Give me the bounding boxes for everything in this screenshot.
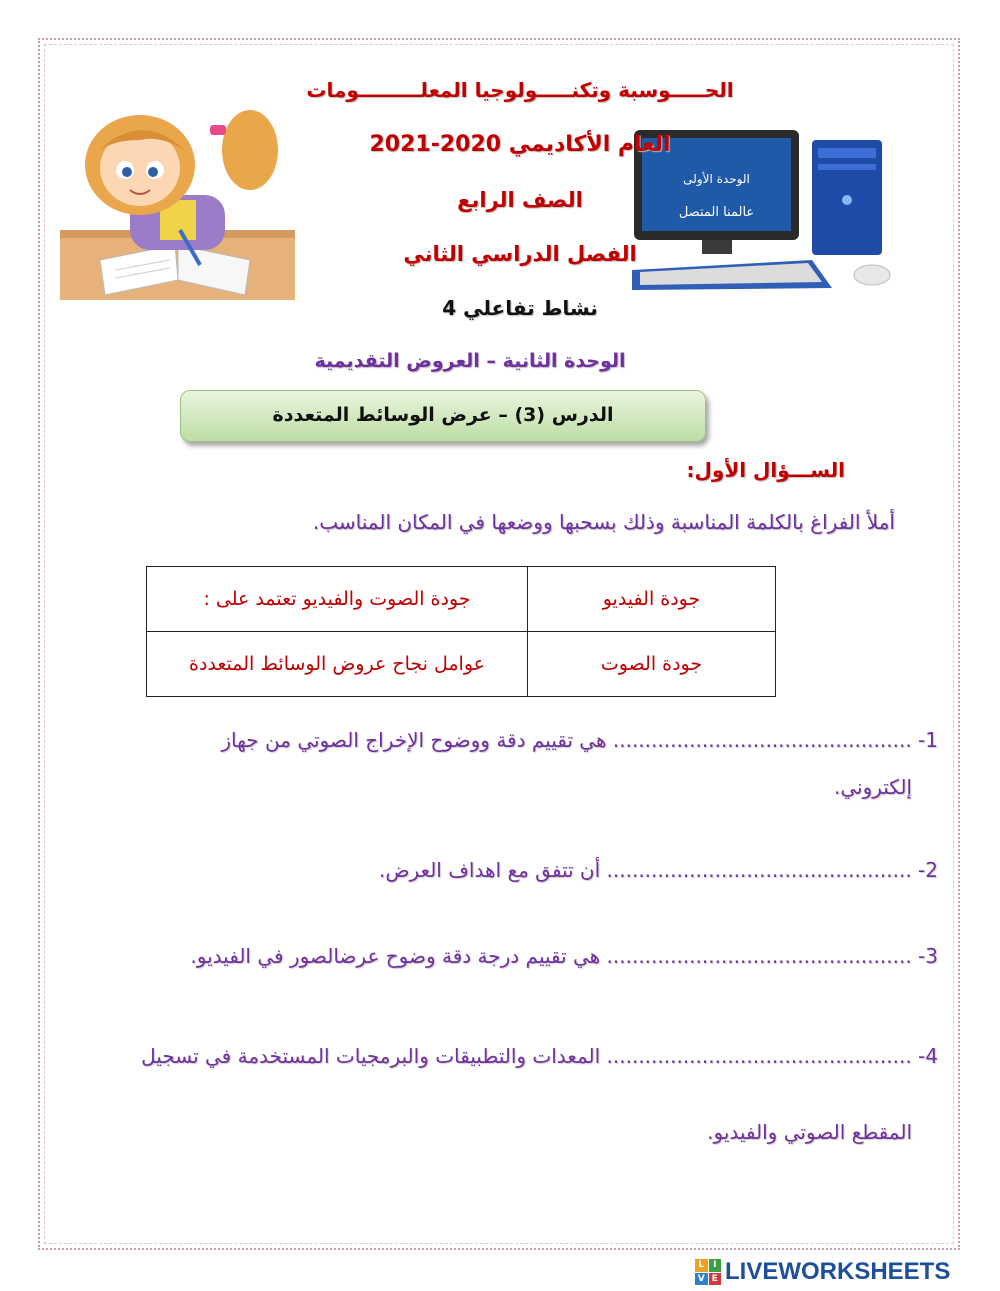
- draggable-word[interactable]: جودة الصوت والفيديو تعتمد على :: [147, 567, 528, 632]
- table-row: [147, 567, 776, 632]
- list-item: [221, 728, 938, 752]
- item-number: 1-: [918, 728, 938, 752]
- draggable-word[interactable]: جودة الصوت: [528, 632, 776, 697]
- item-text: أن تتفق مع اهداف العرض.: [378, 858, 601, 882]
- answer-drop-zone[interactable]: ................................................: [606, 944, 912, 968]
- list-item: [379, 858, 938, 882]
- activity-title: نشاط تفاعلي 4: [442, 296, 598, 320]
- word-bank-table: [146, 566, 776, 697]
- draggable-word[interactable]: عوامل نجاح عروض الوسائط المتعددة: [147, 632, 528, 697]
- lesson-banner: الدرس (3) – عرض الوسائط المتعددة: [180, 390, 706, 442]
- item-text: المعدات والتطبيقات والبرمجيات المستخدمة في تسجيل: [141, 1044, 601, 1068]
- academic-year: العام الأكاديمي 2020-2021: [369, 132, 671, 157]
- brand-name: LIVEWORKSHEETS: [725, 1258, 951, 1285]
- list-item: [190, 944, 938, 968]
- answer-drop-zone[interactable]: ................................................: [606, 858, 912, 882]
- table-row: [147, 632, 776, 697]
- logo-mark: L I V E: [695, 1259, 721, 1285]
- monitor-line-1: الوحدة الأولى: [683, 172, 750, 186]
- question-instruction: أملأ الفراغ بالكلمة المناسبة وذلك بسحبها ووضعها في المكان المناسب.: [312, 510, 895, 534]
- item-text: هي تقييم دقة ووضوح الإخراج الصوتي من جهاز: [221, 728, 607, 752]
- item-number: 2-: [918, 858, 938, 882]
- grade: الصف الرابع: [457, 188, 583, 212]
- unit-title: الوحدة الثانية – العروض التقديمية: [314, 350, 626, 372]
- subject-title: الحـــــوسبة وتكنـــــولوجيا المعلـــــــــومات: [306, 78, 734, 102]
- answer-drop-zone[interactable]: ...............................................: [612, 728, 912, 752]
- item-text: هي تقييم درجة دقة وضوح عرضالصور في الفيديو.: [190, 944, 601, 968]
- item-number: 4-: [918, 1044, 938, 1068]
- item-continuation: إلكتروني.: [833, 775, 912, 799]
- liveworksheets-logo[interactable]: [695, 1258, 995, 1286]
- item-number: 3-: [918, 944, 938, 968]
- monitor-line-2: عالمنا المتصل: [678, 205, 755, 220]
- list-item: [141, 1044, 938, 1068]
- girl-writing-illustration: [60, 110, 295, 300]
- answer-drop-zone[interactable]: ................................................: [606, 1044, 912, 1068]
- semester: الفصل الدراسي الثاني: [403, 242, 637, 266]
- question-title: الســـؤال الأول:: [686, 458, 845, 482]
- item-continuation: المقطع الصوتي والفيديو.: [707, 1120, 912, 1144]
- draggable-word[interactable]: جودة الفيديو: [528, 567, 776, 632]
